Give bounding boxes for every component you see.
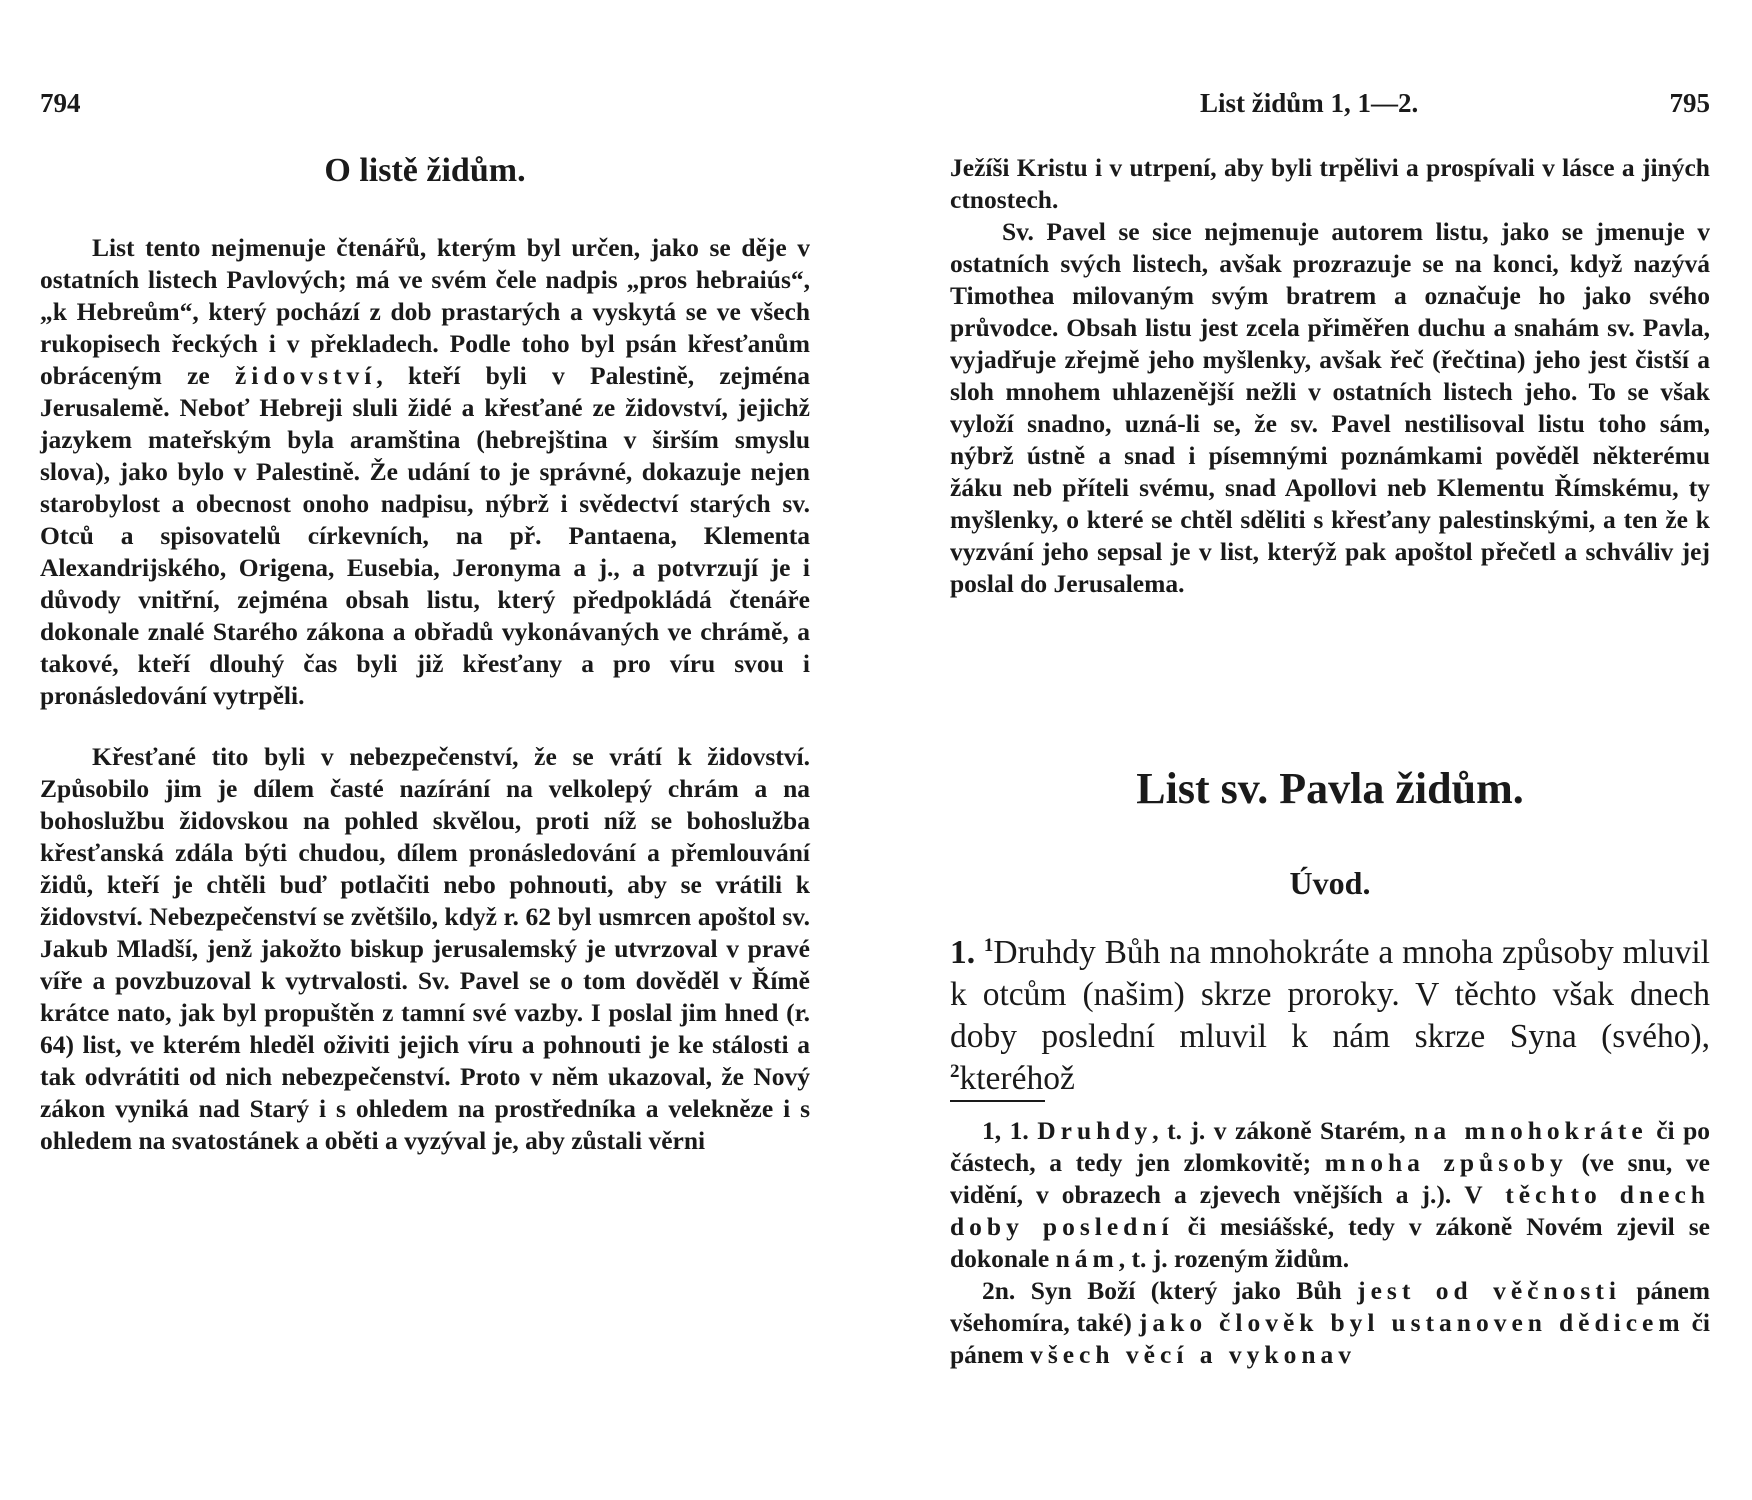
verse-1-text: Druhdy Bůh na mnohokráte a mnoha způsoby mluvil k otcům (našim) skrze proroky. V těchto však dnech doby poslední mluvil k nám skrze Syna (svého), (950, 934, 1710, 1055)
footnote-2 (950, 1275, 1710, 1371)
paragraph-1-emphasis: židovství (234, 361, 377, 390)
paragraph-2: Křesťané tito byli v nebezpečenství, že se vrátí k židovství. Způsobilo jim je dílem časté nazírání na velkolepý chrám a na bohoslužbu židovskou na pohled skvělou, proti níž se bohoslužba křesťanská zdála býti chudou, dílem pronásledování a přemlouvání židů, kteří je chtěli buď potlačiti nebo pohnouti, aby se vrátili k židovství. Nebezpečenství se zvětšilo, když r. 62 byl usmrcen apoštol sv. Jakub Mladší, jenž jakožto biskup jerusalemský je utvrzoval v pravé víře a povzbuzoval k vytrvalosti. Sv. Pavel se o tom dověděl v Římě krátce nato, jak byl propuštěn z tamní své vazby. I poslal jim hned (r. 64) list, ve kterém hleděl oživiti jejich víru a pohnouti je ke stálosti a tak odvrátiti od nich nebezpečenství. Proto v něm ukazoval, že Nový zákon vyniká nad Starý i s ohledem na prostředníka a velekněze i s ohledem na svatostánek a oběti a vyzýval je, aby zůstali věrni (40, 742, 810, 1155)
chapter-number: 1. (950, 934, 976, 971)
verse-number-1: 1 (983, 934, 994, 956)
footnote-2-emph-1: jest od věčnosti (1357, 1276, 1621, 1305)
footnote-1 (950, 1115, 1710, 1275)
paragraph-1-text-a: List tento nejmenuje čtenářů, kterým byl určen, jako se děje v ostatních listech Pavlových; má ve svém čele nadpis „pros hebraiús“, „k Hebreům“, který pochází z dob prastarých a vyskytá se ve všech rukopisech řeckých i v překladech. Podle toho byl psán křesťanům obráceným ze (40, 233, 810, 390)
verse-2-text: kteréhož (959, 1060, 1075, 1097)
running-head: List židům 1, 1—2. (1200, 88, 1419, 118)
footnote-2-text-3: či pánem (950, 1308, 1710, 1369)
verse-text (950, 932, 1710, 1100)
verse-paragraph (950, 932, 1710, 1100)
footnote-1-text-2: či po částech, a tedy jen zlomkovitě; (950, 1116, 1711, 1177)
verse-number-2: 2 (950, 1060, 960, 1082)
footnote-2-emph-3: všech věcí a vykonav (1030, 1340, 1357, 1369)
footnote-1-text-5: , t. j. rozeným židům. (1118, 1244, 1350, 1273)
paragraph-1 (40, 232, 810, 712)
footnote-rule (950, 1100, 1045, 1102)
right-body-text (950, 152, 1710, 600)
section-title: O listě židům. (324, 152, 526, 189)
footnote-1-emph-3: mnoha způsoby (1324, 1148, 1568, 1177)
footnote-1-text-4: či mesiášské, tedy v zákoně Novém zjevil se dokonale (950, 1212, 1711, 1273)
footnote-1-emph-5: nám (1055, 1244, 1119, 1273)
continuation-paragraph: Ježíši Kristu i v utrpení, aby byli trpělivi a prospívali v lásce a jiných ctnostech. (950, 153, 1710, 214)
footnote-2-ref: 2n. (982, 1276, 1016, 1305)
footnotes (950, 1115, 1710, 1371)
footnote-1-text-1: , t. j. v zákoně Starém, (1152, 1116, 1415, 1145)
footnote-1-emph-1: Druhdy (1037, 1116, 1153, 1145)
footnote-1-emph-4: V těchto dnech doby poslední (950, 1180, 1710, 1241)
paragraph-1-text-b: , kteří byli v Palestině, zejména Jerusalemě. Neboť Hebreji sluli židé a křesťané ze židovství, jejichž jazykem mateřským byla aramština (hebrejština v širším smyslu slova), jako bylo v Palestině. Že udání to je správné, dokazuje nejen starobylost a obecnost onoho nadpisu, nýbrž i svědectví starých sv. Otců a spisovatelů církevních, na př. Pantaena, Klementa Alexandrijského, Origena, Eusebia, Jeronyma a j., a potvrzují je i důvody vnitřní, zejména obsah listu, který předpokládá čtenáře dokonale znalé Starého zákona a obřadů vykonávaných ve chrámě, a takové, kteří dlouhý čas byli již křesťany a pro víru svou i pronásledování vytrpěli. (40, 361, 810, 710)
footnote-1-text-3: (ve snu, ve vidění, v obrazech a zjevech vnějších a j.). (950, 1148, 1710, 1209)
footnote-1-ref: 1, 1. (982, 1116, 1029, 1145)
left-body-text (40, 232, 810, 1157)
letter-title: List sv. Pavla židům. (1136, 764, 1524, 813)
intro-heading: Úvod. (1289, 865, 1371, 901)
footnote-1-emph-2: na mnohokráte (1414, 1116, 1648, 1145)
page-number-left: 794 (40, 88, 81, 118)
footnote-2-text-1: Syn Boží (který jako Bůh (1015, 1276, 1358, 1305)
page-number-right: 795 (1669, 88, 1710, 118)
footnote-2-text-2: pánem všehomíra, také) (950, 1276, 1710, 1337)
footnote-2-emph-2: jako člověk byl ustanoven dědicem (1138, 1308, 1685, 1337)
authorship-paragraph: Sv. Pavel se sice nejmenuje autorem listu, jako se jmenuje v ostatních svých listech, avšak prozrazuje se na konci, když nazývá Timothea milovaným svým bratrem a označuje ho jako svého průvodce. Obsah listu jest zcela přiměřen duchu a snahám sv. Pavla, vyjadřuje zřejmě jeho myšlenky, avšak řeč (řečtina) jeho jest čistší a sloh mnohem uhlazenější nežli v ostatních listech jeho. To se však vyloží snadno, uzná-li se, že sv. Pavel nestilisoval listu toho sám, nýbrž ústně a snad i písemnými poznámkami pověděl některému žáku neb příteli svému, snad Apollovi neb Klementu Římskému, ty myšlenky, o které se chtěl sděliti s křesťany palestinskými, a ten že k vyzvání jeho sepsal je v list, kterýž pak apoštol přečetl a schváliv jej poslal do Jerusalema. (950, 217, 1710, 598)
